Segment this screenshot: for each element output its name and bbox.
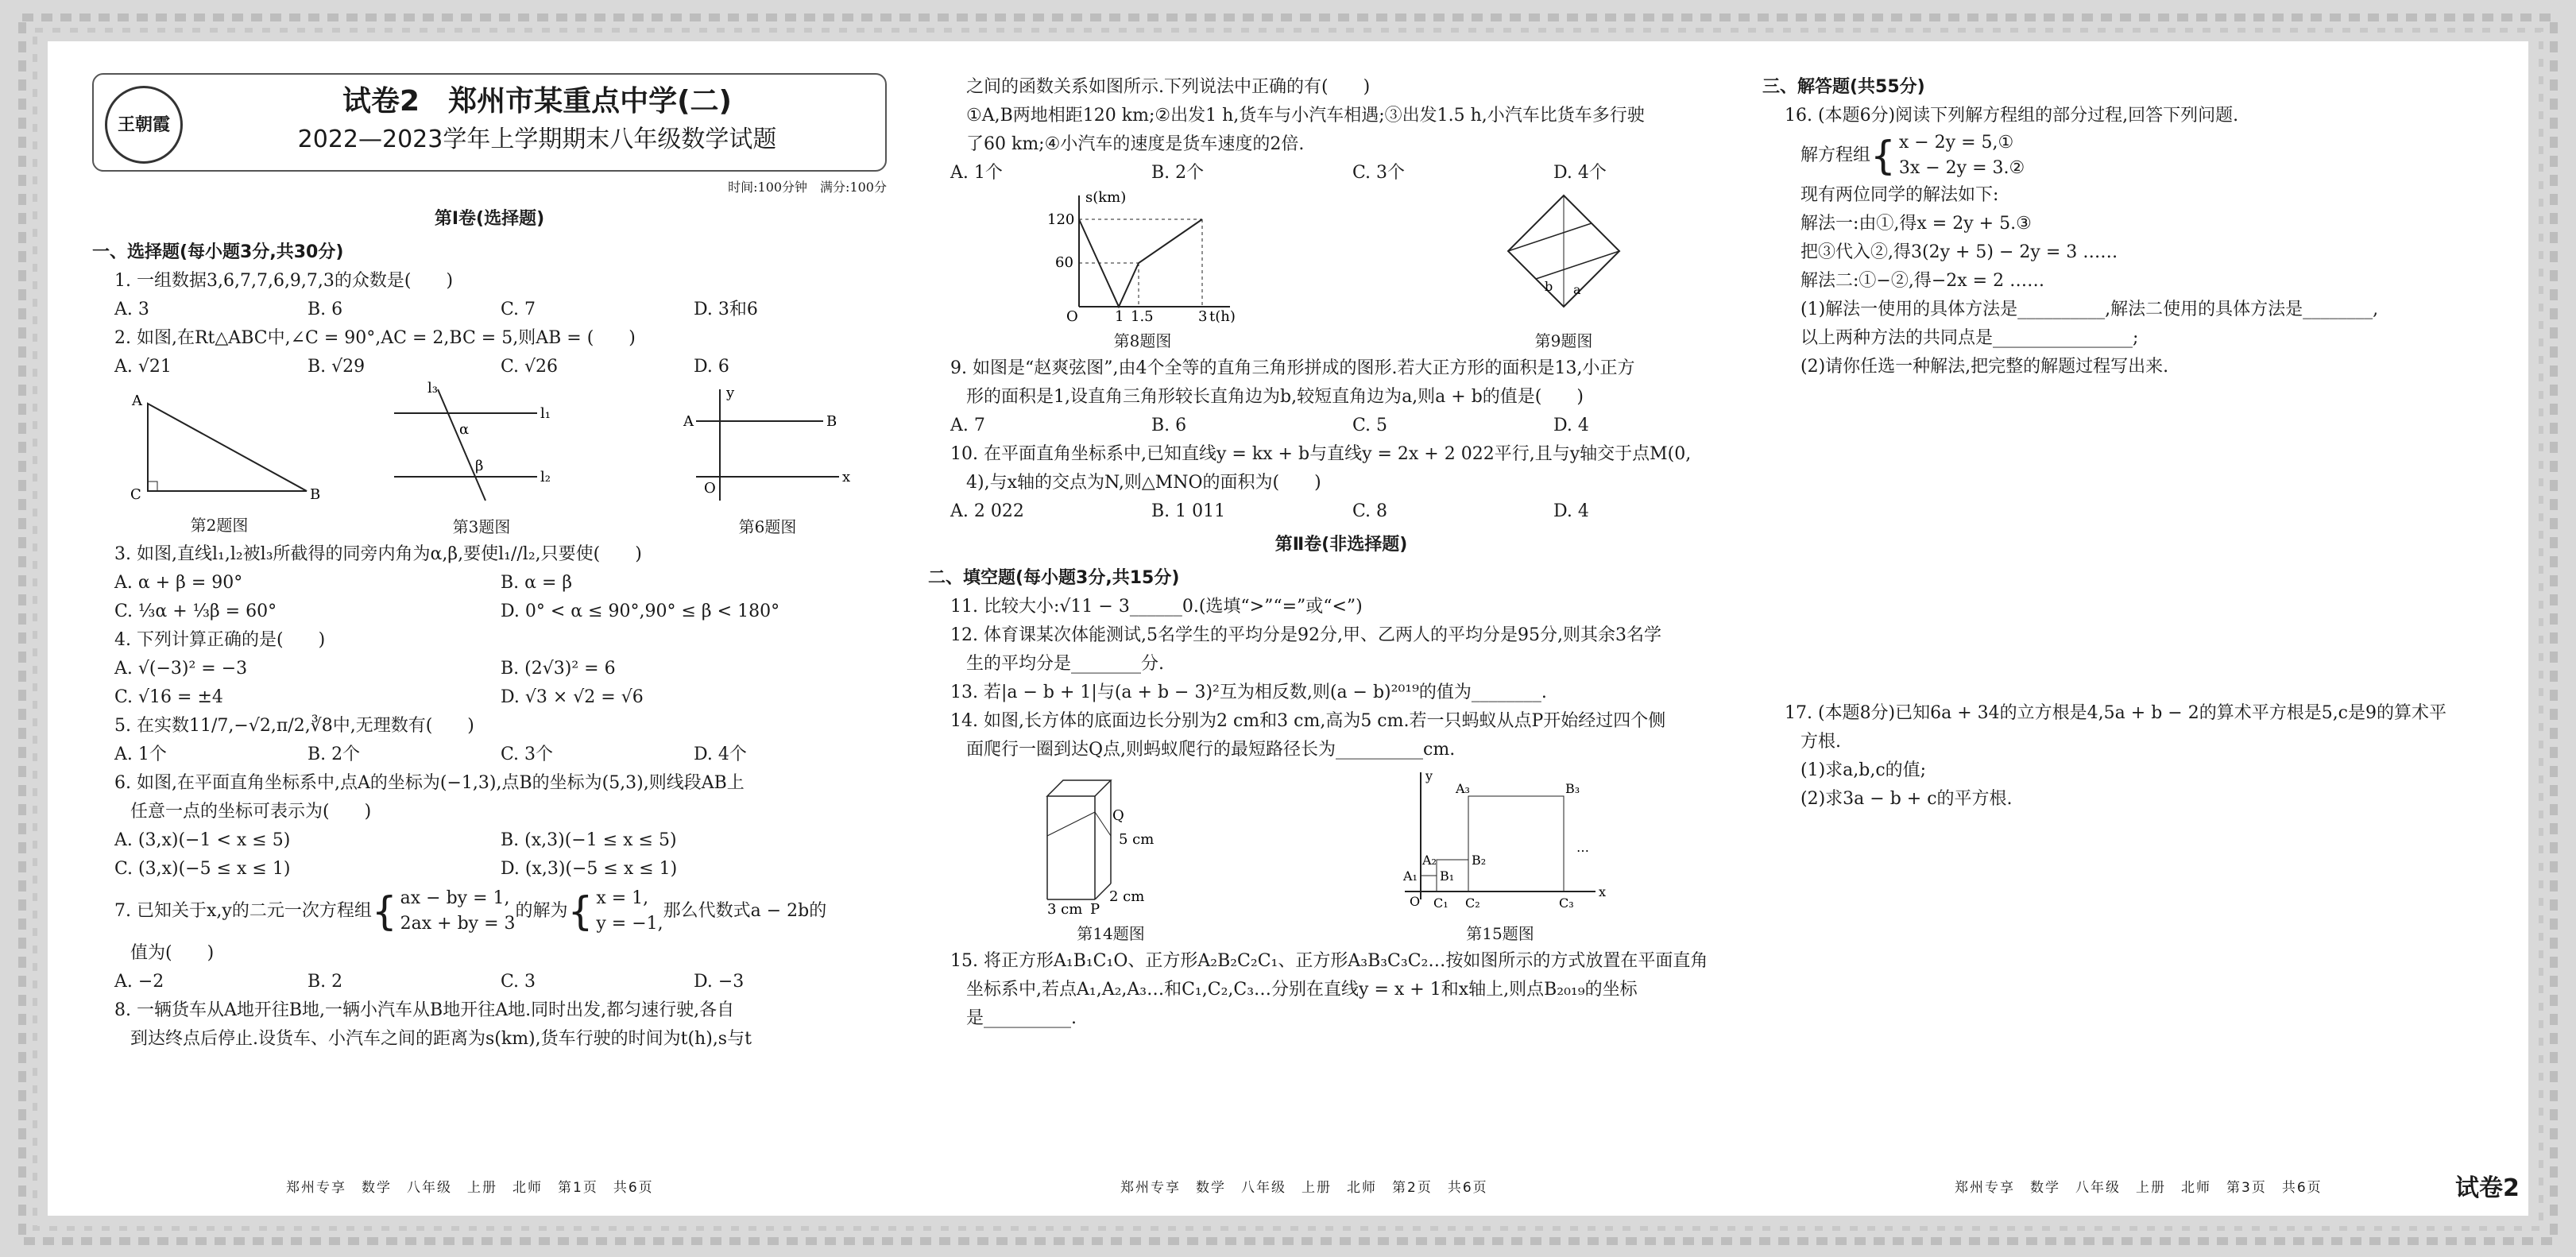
footer-page-3: 郑州专享 数学 八年级 上册 北师 第3页 共6页 xyxy=(1955,1180,2323,1196)
figure-2 xyxy=(116,388,323,535)
label-a: a xyxy=(1573,282,1581,297)
figure-14 xyxy=(1023,764,1198,943)
label-o: O xyxy=(1410,894,1421,909)
question-14-line-2: 面爬行一圈到达Q点,则蚂蚁爬行的最短路径长为__________cm. xyxy=(966,740,1456,760)
figure-8 xyxy=(1039,188,1246,350)
figure-8-caption: 第8题图 xyxy=(1113,331,1172,350)
label-c: C xyxy=(130,486,141,503)
label-a: A xyxy=(683,413,694,430)
question-16-line-2: 现有两位同学的解法如下: xyxy=(1800,185,1999,205)
publisher-seal-logo xyxy=(105,86,183,164)
question-8-line-2: 到达终点后停止.设货车、小汽车之间的距离为s(km),货车行驶的时间为t(h),s与t xyxy=(130,1029,752,1049)
option-b: B. α = β xyxy=(501,573,573,593)
question-10-options xyxy=(928,497,1754,526)
label-ellipsis: … xyxy=(1576,840,1589,855)
exam-title-box xyxy=(92,73,887,172)
option-c: C. ⅓α + ⅓β = 60° xyxy=(114,601,277,621)
page-3-column xyxy=(1762,73,2501,814)
label-l3: l₃ xyxy=(427,381,438,396)
question-9-line-1: 9. 如图是“赵爽弦图”,由4个全等的直角三角形拼成的图形.若大正方形的面积是13,小正方 xyxy=(950,358,1635,378)
option-b: B. √29 xyxy=(307,357,366,377)
figure-3-caption: 第3题图 xyxy=(452,517,511,536)
label-q: Q xyxy=(1112,807,1124,824)
section-3-title: 三、解答题(共55分) xyxy=(1762,77,1925,97)
option-d: D. −3 xyxy=(694,972,745,992)
question-8-line-5: 了60 km;④小汽车的速度是货车速度的2倍. xyxy=(966,134,1305,154)
option-c: C. √16 = ±4 xyxy=(114,687,223,707)
seal-text: 王朝霞 xyxy=(117,114,170,135)
label-b: B xyxy=(310,486,321,503)
label-a1: A₁ xyxy=(1403,868,1418,884)
question-3: 3. 如图,直线l₁,l₂被l₃所截得的同旁内角为α,β,要使l₁//l₂,只要使( ) xyxy=(114,544,642,564)
question-7-line-2: 值为( ) xyxy=(130,943,215,963)
label-o: O xyxy=(1066,308,1078,323)
label-alpha: α xyxy=(459,421,470,438)
option-d: D. 4个 xyxy=(694,745,747,764)
label-s-km: s(km) xyxy=(1085,189,1127,206)
option-a: A. √21 xyxy=(114,357,172,377)
label-a: A xyxy=(132,393,142,409)
figure-14-caption: 第14题图 xyxy=(1077,924,1145,943)
label-3: 3 xyxy=(1198,308,1208,323)
question-17-line-1: 17. (本题8分)已知6a + 34的立方根是4,5a + b − 2的算术平方根是5,c是9的算术平 xyxy=(1785,703,2447,723)
option-a: A. 7 xyxy=(950,416,985,435)
label-o: O xyxy=(704,480,716,497)
coordinate-segment-diagram xyxy=(680,381,855,509)
question-16-line-1: 16. (本题6分)阅读下列解方程组的部分过程,回答下列问题. xyxy=(1785,106,2239,126)
figures-row-2 xyxy=(928,188,1754,354)
label-c1: C₁ xyxy=(1433,895,1449,911)
option-d: D. 6 xyxy=(694,357,729,377)
exam-sheet xyxy=(48,41,2528,1216)
question-16-line-8: (2)请你任选一种解法,把完整的解题过程写出来. xyxy=(1800,357,2169,377)
cuboid-diagram xyxy=(1023,764,1198,915)
label-beta: β xyxy=(475,458,484,474)
option-d: D. 3和6 xyxy=(694,300,758,319)
option-c: C. 3个 xyxy=(501,745,554,764)
label-a2: A₂ xyxy=(1422,853,1437,868)
question-6-line-1: 6. 如图,在平面直角坐标系中,点A的坐标为(−1,3),点B的坐标为(5,3),则线段AB上 xyxy=(114,773,745,793)
q7-sol2: y = −1, xyxy=(596,914,663,934)
question-3-options xyxy=(92,569,887,626)
question-15-line-3: 是__________. xyxy=(966,1008,1077,1028)
q16-eq2: 3x − 2y = 3.② xyxy=(1898,158,2025,178)
squares-on-line-diagram xyxy=(1389,764,1611,915)
exam-title: 试卷2 郑州市某重点中学(二) xyxy=(342,85,732,118)
question-17-line-2: 方根. xyxy=(1800,732,1841,752)
footer-page-1: 郑州专享 数学 八年级 上册 北师 第1页 共6页 xyxy=(286,1180,654,1196)
option-d: D. 4 xyxy=(1553,416,1589,435)
label-1-5: 1.5 xyxy=(1131,308,1154,323)
option-b: B. 2个 xyxy=(1151,163,1205,183)
question-16-line-4: 把③代入②,得3(2y + 5) − 2y = 3 …… xyxy=(1800,242,2118,262)
section-2-title: 二、填空题(每小题3分,共15分) xyxy=(928,568,1180,588)
question-1: 1. 一组数据3,6,7,7,6,9,7,3的众数是( ) xyxy=(114,271,454,291)
option-c: C. 7 xyxy=(501,300,536,319)
question-16-line-6: (1)解法一使用的具体方法是__________,解法二使用的具体方法是________, xyxy=(1800,300,2379,319)
option-a: A. −2 xyxy=(114,972,164,992)
question-8-line-4: ①A,B两地相距120 km;②出发1 h,货车与小汽车相遇;③出发1.5 h,小汽车比货车多行驶 xyxy=(966,106,1645,126)
footer-page-2: 郑州专享 数学 八年级 上册 北师 第2页 共6页 xyxy=(1120,1180,1488,1196)
option-a: A. 3 xyxy=(114,300,149,319)
q7-solution: { x = 1, y = −1, xyxy=(567,888,663,934)
label-b2: B₂ xyxy=(1472,853,1487,868)
question-14-line-1: 14. 如图,长方体的底面边长分别为2 cm和3 cm,高为5 cm.若一只蚂蚁从点P开始经过四个侧 xyxy=(950,711,1666,731)
question-4: 4. 下列计算正确的是( ) xyxy=(114,630,326,650)
figure-3 xyxy=(378,381,585,536)
q16-eq1: x − 2y = 5,① xyxy=(1898,133,2014,153)
distance-time-graph xyxy=(1039,188,1246,323)
label-l1: l₁ xyxy=(540,405,551,422)
time-score-info: 时间:100分钟 满分:100分 xyxy=(728,180,887,195)
question-2-options xyxy=(92,353,887,381)
question-17-line-3: (1)求a,b,c的值; xyxy=(1800,760,1927,780)
question-1-options xyxy=(92,296,887,324)
label-y: y xyxy=(726,385,735,401)
option-b: B. 2个 xyxy=(307,745,361,764)
q7-mid: 的解为 xyxy=(515,901,568,921)
question-8-line-1: 8. 一辆货车从A地开往B地,一辆小汽车从B地开往A地.同时出发,都匀速行驶,各自 xyxy=(114,1000,735,1020)
option-a: A. (3,x)(−1 < x ≤ 5) xyxy=(114,830,291,850)
figure-9-caption: 第9题图 xyxy=(1534,331,1593,350)
label-5cm: 5 cm xyxy=(1119,831,1155,848)
question-11: 11. 比较大小:√11 − 3______0.(选填“>”“=”或“<”) xyxy=(950,597,1363,617)
part-2-title: 第Ⅱ卷(非选择题) xyxy=(1274,535,1408,555)
figure-15 xyxy=(1389,764,1611,943)
question-15-line-2: 坐标系中,若点A₁,A₂,A₃…和C₁,C₂,C₃…分别在直线y = x + 1和x轴上,则点B₂₀₁₉的坐标 xyxy=(966,980,1638,1000)
label-b3: B₃ xyxy=(1565,781,1580,796)
label-c2: C₂ xyxy=(1465,895,1480,911)
question-16-line-3: 解法一:由①,得x = 2y + 5.③ xyxy=(1800,214,2032,234)
option-c: C. 5 xyxy=(1352,416,1388,435)
right-triangle-diagram xyxy=(116,388,323,507)
option-c: C. √26 xyxy=(501,357,559,377)
question-8-options xyxy=(928,159,1754,188)
option-c: C. 3 xyxy=(501,972,536,992)
q7-eq1: ax − by = 1, xyxy=(400,888,510,908)
exam-subtitle: 2022—2023学年上学期期末八年级数学试题 xyxy=(297,126,777,153)
part-1-title: 第Ⅰ卷(选择题) xyxy=(434,209,545,229)
option-d: D. 0° < α ≤ 90°,90° ≤ β < 180° xyxy=(501,601,780,621)
figures-row-1 xyxy=(92,381,887,540)
question-12-line-1: 12. 体育课某次体能测试,5名学生的平均分是92分,甲、乙两人的平均分是95分,则其余3名学 xyxy=(950,625,1661,645)
question-16-line-5: 解法二:①−②,得−2x = 2 …… xyxy=(1800,271,2045,291)
question-7-options xyxy=(92,968,887,996)
page-2-column xyxy=(928,73,1754,1033)
zhao-shuang-diagram xyxy=(1484,188,1643,323)
figure-6 xyxy=(680,381,855,536)
question-6-options xyxy=(92,826,887,884)
question-10-line-1: 10. 在平面直角坐标系中,已知直线y = kx + b与直线y = 2x + 2 022平行,且与y轴交于点M(0, xyxy=(950,444,1692,464)
option-a: A. √(−3)² = −3 xyxy=(114,659,248,679)
q7-prefix: 7. 已知关于x,y的二元一次方程组 xyxy=(114,901,372,921)
option-d: D. √3 × √2 = √6 xyxy=(501,687,644,707)
question-17-line-4: (2)求3a − b + c的平方根. xyxy=(1800,789,2013,809)
question-7 xyxy=(92,884,887,939)
question-8-line-3: 之间的函数关系如图所示.下列说法中正确的有( ) xyxy=(966,77,1371,97)
option-b: B. (x,3)(−1 ≤ x ≤ 5) xyxy=(501,830,677,850)
question-16-line-7: 以上两种方法的共同点是________________; xyxy=(1800,328,2139,348)
label-l2: l₂ xyxy=(540,469,551,485)
label-2cm: 2 cm xyxy=(1109,888,1145,905)
option-c: C. (3,x)(−5 ≤ x ≤ 1) xyxy=(114,859,291,879)
question-6-line-2: 任意一点的坐标可表示为( ) xyxy=(130,802,372,822)
figure-2-caption: 第2题图 xyxy=(190,516,249,535)
exam-paper-tag: 试卷2 xyxy=(2455,1174,2520,1202)
label-120: 120 xyxy=(1047,211,1075,228)
section-1-title: 一、选择题(每小题3分,共30分) xyxy=(92,242,344,262)
figure-15-caption: 第15题图 xyxy=(1466,924,1534,943)
label-x: x xyxy=(842,469,851,485)
label-1: 1 xyxy=(1115,308,1124,323)
option-c: C. 3个 xyxy=(1352,163,1406,183)
option-b: B. 2 xyxy=(307,972,343,992)
parallel-lines-diagram xyxy=(378,381,585,509)
option-b: B. 6 xyxy=(1151,416,1187,435)
figure-6-caption: 第6题图 xyxy=(738,517,797,536)
option-a: A. 2 022 xyxy=(950,501,1024,521)
page-1-column xyxy=(92,73,887,1054)
label-c3: C₃ xyxy=(1559,895,1574,911)
option-b: B. 6 xyxy=(307,300,343,319)
question-5: 5. 在实数11/7,−√2,π/2,∛8中,无理数有( ) xyxy=(114,716,474,736)
label-60: 60 xyxy=(1055,254,1073,271)
figures-row-3 xyxy=(928,764,1754,947)
option-d: D. 4个 xyxy=(1553,163,1607,183)
q7-sol1: x = 1, xyxy=(596,888,649,908)
question-5-options xyxy=(92,741,887,769)
answer-space-16 xyxy=(1762,381,2501,699)
question-9-options xyxy=(928,412,1754,440)
option-a: A. 1个 xyxy=(950,163,1003,183)
label-b1: B₁ xyxy=(1440,868,1455,884)
option-b: B. (2√3)² = 6 xyxy=(501,659,616,679)
option-a: A. 1个 xyxy=(114,745,167,764)
label-b: B xyxy=(826,413,837,430)
question-2: 2. 如图,在Rt△ABC中,∠C = 90°,AC = 2,BC = 5,则AB = ( ) xyxy=(114,328,636,348)
question-16-system: 解方程组 { x − 2y = 5,① 3x − 2y = 3.② xyxy=(1800,133,2025,179)
option-d: D. 4 xyxy=(1553,501,1589,521)
question-10-line-2: 4),与x轴的交点为N,则△MNO的面积为( ) xyxy=(966,473,1321,493)
label-p: P xyxy=(1090,901,1100,915)
figure-9 xyxy=(1484,188,1643,350)
question-13: 13. 若|a − b + 1|与(a + b − 3)²互为相反数,则(a − b)²⁰¹⁹的值为________. xyxy=(950,683,1547,702)
option-c: C. 8 xyxy=(1352,501,1388,521)
option-d: D. (x,3)(−5 ≤ x ≤ 1) xyxy=(501,859,678,879)
label-a3: A₃ xyxy=(1456,781,1470,796)
option-a: A. α + β = 90° xyxy=(114,573,243,593)
label-t-h: t(h) xyxy=(1209,308,1236,323)
label-b: b xyxy=(1545,279,1553,294)
label-y: y xyxy=(1425,768,1433,783)
label-3cm: 3 cm xyxy=(1047,901,1083,915)
label-x: x xyxy=(1599,884,1607,899)
q7-eq2: 2ax + by = 3 xyxy=(400,914,516,934)
question-12-line-2: 生的平均分是________分. xyxy=(966,654,1164,674)
question-4-options xyxy=(92,655,887,712)
option-b: B. 1 011 xyxy=(1151,501,1226,521)
q16-system-label: 解方程组 xyxy=(1800,145,1871,165)
q7-postfix: 那么代数式a − 2b的 xyxy=(663,901,827,921)
q7-system: { ax − by = 1, 2ax + by = 3 xyxy=(371,888,516,934)
question-9-line-2: 形的面积是1,设直角三角形较长直角边为b,较短直角边为a,则a + b的值是( ) xyxy=(966,387,1584,407)
question-15-line-1: 15. 将正方形A₁B₁C₁O、正方形A₂B₂C₂C₁、正方形A₃B₃C₃C₂…按如图所示的方式放置在平面直角 xyxy=(950,951,1708,971)
